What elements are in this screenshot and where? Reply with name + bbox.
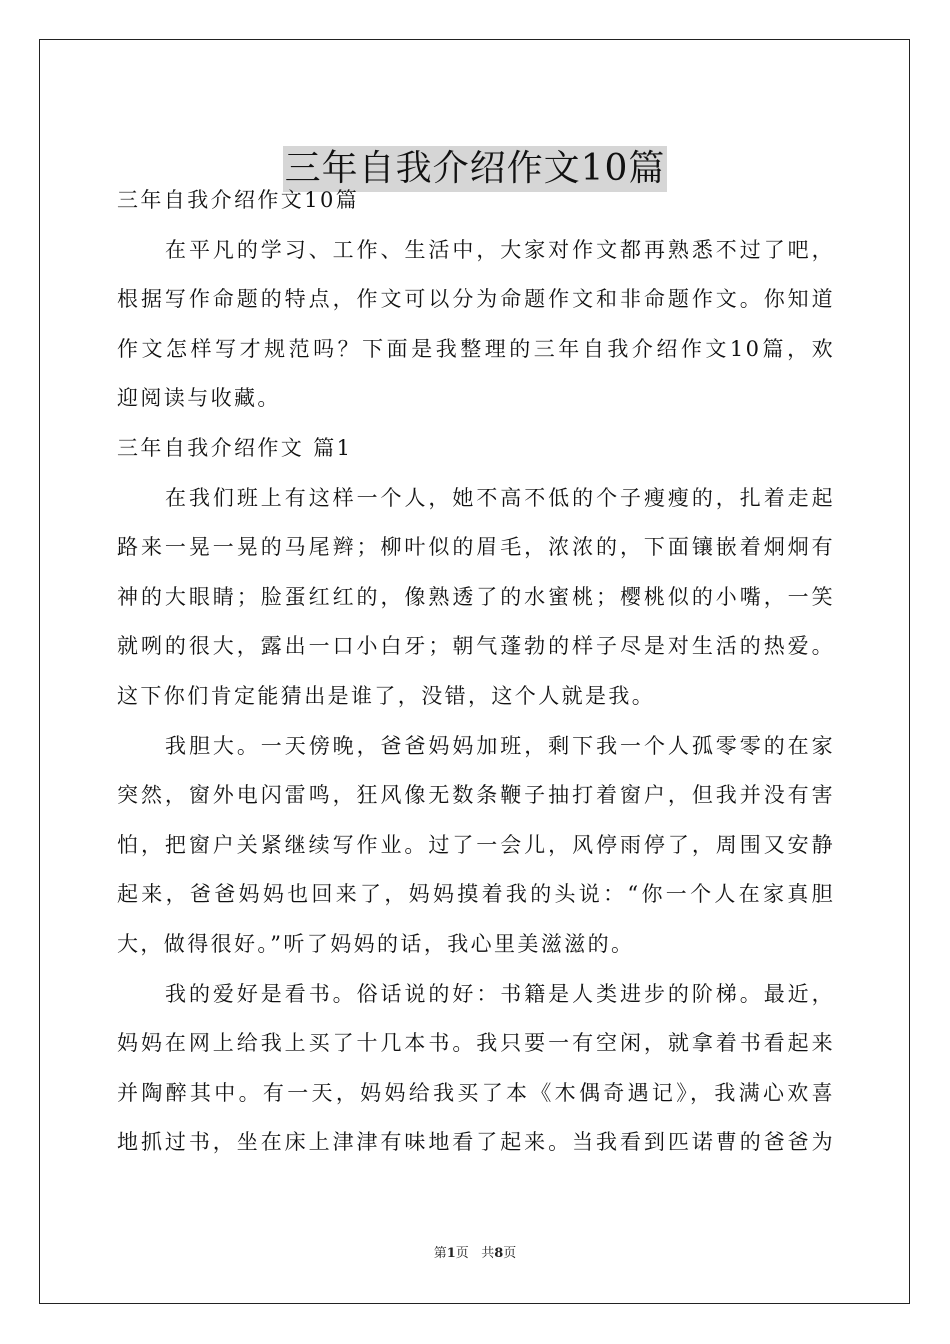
total-label-suffix: 页 xyxy=(503,1246,517,1261)
page-label-prefix: 第 xyxy=(433,1246,447,1261)
text-line: 作文怎样写才规范吗？下面是我整理的三年自我介绍作文10篇，欢 xyxy=(117,336,835,361)
text-line: 根据写作命题的特点，作文可以分为命题作文和非命题作文。你知道 xyxy=(117,287,835,312)
text-line: 就咧的很大，露出一口小白牙；朝气蓬勃的样子尽是对生活的热爱。 xyxy=(117,634,835,659)
text-line: 三年自我介绍作文10篇 xyxy=(117,188,360,212)
text-line: 妈妈在网上给我上买了十几本书。我只要一有空闲，就拿着书看起来 xyxy=(117,1031,835,1056)
total-pages: 8 xyxy=(494,1246,504,1261)
page-label-suffix: 页 xyxy=(455,1246,469,1261)
text-line: 怕，把窗户关紧继续写作业。过了一会儿，风停雨停了，周围又安静 xyxy=(117,832,835,857)
text-line: 三年自我介绍作文 篇1 xyxy=(117,435,353,460)
text-line: 迎阅读与收藏。 xyxy=(117,386,281,411)
text-line: 地抓过书，坐在床上津津有味地看了起来。当我看到匹诺曹的爸爸为 xyxy=(117,1130,835,1155)
text-line: 并陶醉其中。有一天，妈妈给我买了本《木偶奇遇记》，我满心欢喜 xyxy=(117,1080,835,1105)
total-label-prefix: 共 xyxy=(481,1246,495,1261)
text-line: 突然，窗外电闪雷鸣，狂风像无数条鞭子抽打着窗户，但我并没有害 xyxy=(117,783,835,808)
text-line: 我的爱好是看书。俗话说的好：书籍是人类进步的阶梯。最近， xyxy=(165,981,835,1006)
text-line: 在平凡的学习、工作、生活中，大家对作文都再熟悉不过了吧， xyxy=(165,237,835,262)
document-body xyxy=(117,176,835,1168)
text-line: 在我们班上有这样一个人，她不高不低的个子瘦瘦的，扎着走起 xyxy=(165,485,835,510)
text-line: 这下你们肯定能猜出是谁了，没错，这个人就是我。 xyxy=(117,683,656,708)
text-line: 神的大眼睛；脸蛋红红的，像熟透了的水蜜桃；樱桃似的小嘴，一笑 xyxy=(117,584,835,609)
page-number: 1 xyxy=(446,1246,456,1261)
text-line: 我胆大。一天傍晚，爸爸妈妈加班，剩下我一个人孤零零的在家 xyxy=(165,733,835,758)
text-line: 大，做得很好。”听了妈妈的话，我心里美滋滋的。 xyxy=(117,931,635,956)
document-title: 三年自我介绍作文10篇 xyxy=(283,146,668,192)
page-footer xyxy=(0,1242,950,1261)
text-line: 起来，爸爸妈妈也回来了，妈妈摸着我的头说：“你一个人在家真胆 xyxy=(117,882,835,907)
text-line: 路来一晃一晃的马尾辫；柳叶似的眉毛，浓浓的，下面镶嵌着炯炯有 xyxy=(117,535,835,560)
